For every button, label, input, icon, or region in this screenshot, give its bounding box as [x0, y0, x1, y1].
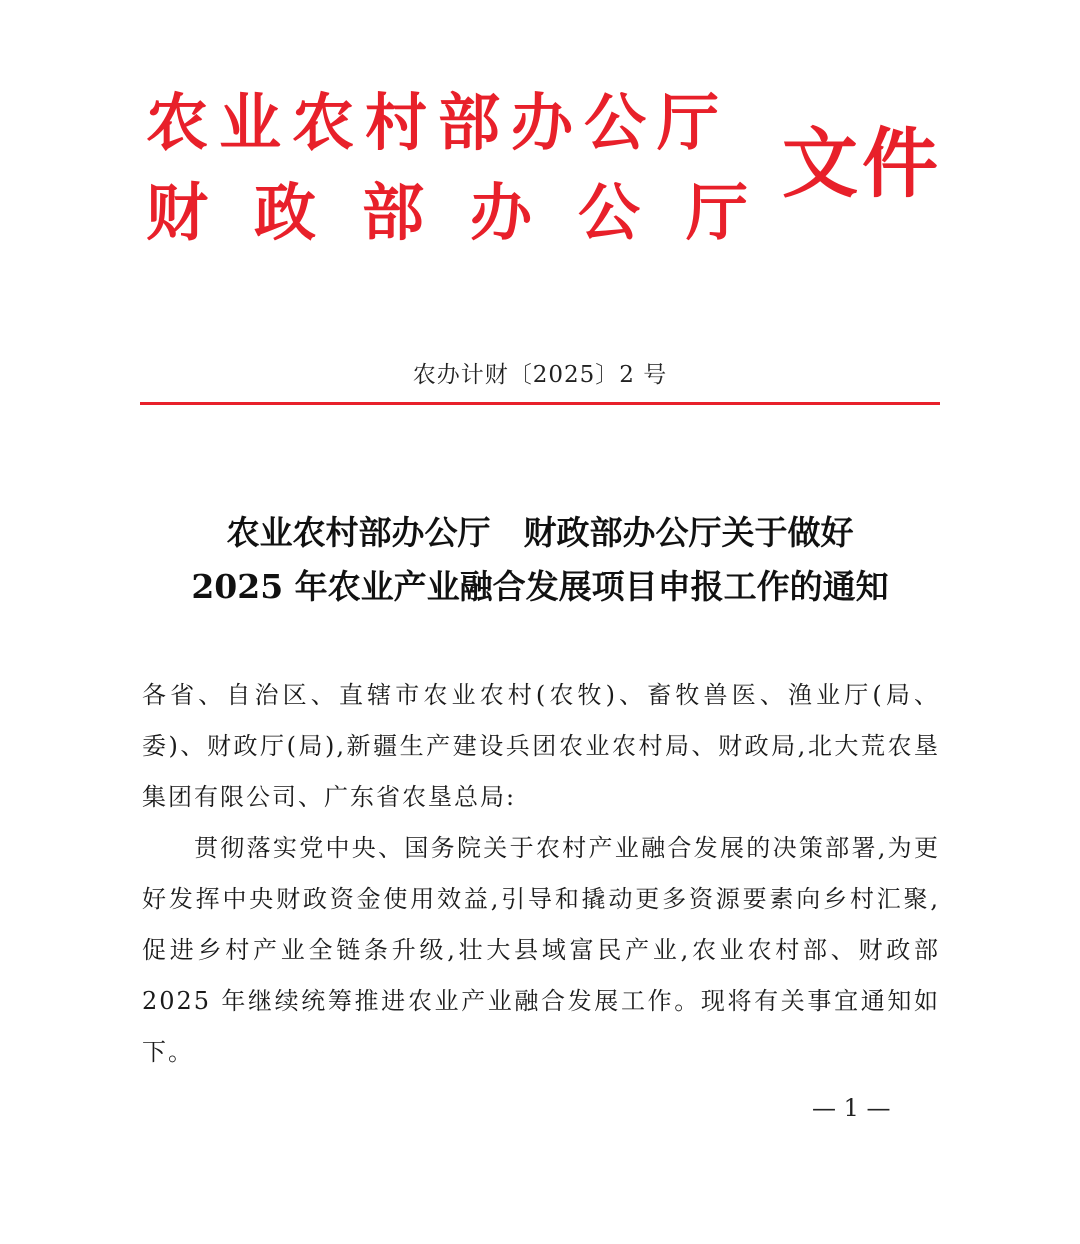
red-divider-line — [140, 402, 940, 405]
notice-title-line-1: 农业农村部办公厅 财政部办公厅关于做好 — [226, 513, 854, 552]
document-label: 文件 — [782, 119, 942, 208]
document-number: 农办计财〔2025〕2 号 — [412, 362, 668, 388]
page-number: — 1 — — [812, 1094, 891, 1122]
recipients-paragraph: 各省、自治区、直辖市农业农村(农牧)、畜牧兽医、渔业厅(局、委)、财政厅(局),新疆生产建设兵团农业农村局、财政局,北大荒农垦集团有限公司、广东省农垦总局: — [142, 681, 940, 811]
notice-title-line-2: 2025 年农业产业融合发展项目申报工作的通知 — [191, 567, 889, 606]
issuer-ministry-finance: 财政部办公厅 — [146, 176, 795, 249]
issuer-ministry-agriculture: 农业农村部办公厅 — [146, 86, 731, 159]
body-paragraph: 贯彻落实党中央、国务院关于农村产业融合发展的决策部署,为更好发挥中央财政资金使用效益,引导和撬动更多资源要素向乡村汇聚,促进乡村产业全链条升级,壮大县域富民产业,农业农村部、财政部 2025 年继续统筹推进农业产业融合发展工作。现将有关事宜通知如下。 — [142, 834, 940, 1066]
notice-body — [142, 670, 940, 1078]
